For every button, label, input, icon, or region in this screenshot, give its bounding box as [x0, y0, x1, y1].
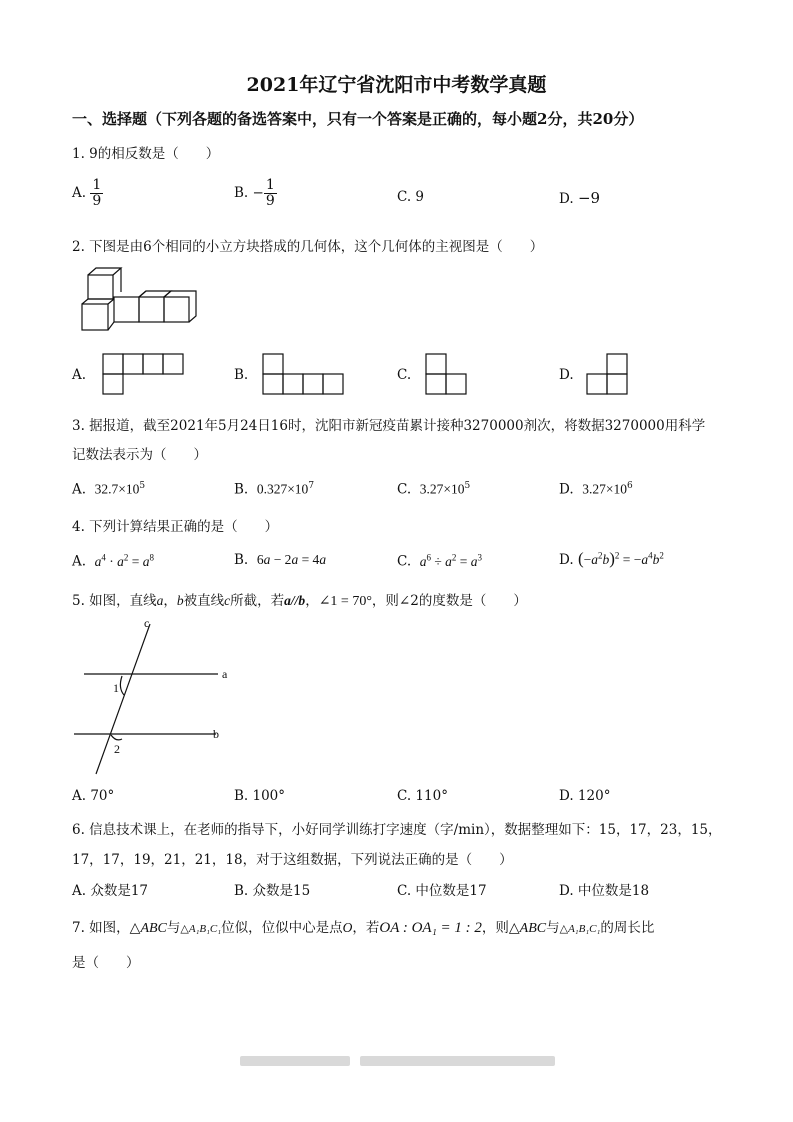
q5-stem: 5. 如图，直线a，b被直线c所截，若a//b，∠1 = 70°，则∠2的度数是（ ）	[72, 593, 527, 609]
q2-option-d-label: D.	[559, 367, 574, 383]
q2-option-c-figure	[424, 352, 474, 398]
footer-watermark	[360, 1056, 555, 1066]
q3-option-d: D. $3.27\times 10^6$	[559, 481, 633, 498]
q7-stem-line2: 是（ ）	[72, 955, 140, 971]
q1-stem: 1. 9的相反数是（ ）	[72, 146, 220, 162]
q3-option-a: A. $32.7\times 10^5$	[72, 481, 146, 498]
q1-option-c: C. 9	[397, 189, 425, 205]
q4-stem: 4. 下列计算结果正确的是（ ）	[72, 519, 279, 535]
q2-solid-figure	[78, 266, 208, 336]
q5-option-d: D. 120°	[559, 788, 611, 804]
q6-stem-line2: 17，17，19，21，21，18，对于这组数据，下列说法正确的是（ ）	[72, 852, 513, 868]
q3-stem-line1: 3. 据报道，截至2021年5月24日16时，沈阳市新冠疫苗累计接种3270000剂次，将数据3270000用科学	[72, 418, 706, 434]
q6-option-b: B. 众数是15	[234, 883, 311, 899]
angle-2-label: 2	[114, 742, 120, 756]
q4-option-d: D. $(-a^2b)^2 = -a^4b^2$	[559, 549, 664, 568]
q2-option-a-figure	[101, 352, 191, 398]
q4-option-a: A. $a^4 \cdot a^2 = a^8$	[72, 552, 155, 570]
q4-option-b: B. 6a − 2a = 4a	[234, 552, 327, 568]
q1-option-b: B. − $\frac{1}{9}$	[234, 177, 275, 209]
q4-option-c: C. $a^6 \div a^2 = a^3$	[397, 552, 483, 570]
q5-option-c: C. 110°	[397, 788, 448, 804]
q6-option-a: A. 众数是17	[72, 883, 149, 899]
q6-option-c: C. 中位数是17	[397, 883, 487, 899]
q5-option-b: B. 100°	[234, 788, 286, 804]
q6-option-d: D. 中位数是18	[559, 883, 650, 899]
page-title: 2021年辽宁省沈阳市中考数学真题	[246, 74, 547, 96]
q2-stem: 2. 下图是由6个相同的小立方块搭成的几何体，这个几何体的主视图是（ ）	[72, 239, 544, 255]
q5-option-a: A. 70°	[72, 788, 115, 804]
q2-option-a-label: A.	[72, 367, 87, 383]
fraction: $\frac{1}{9}$	[265, 177, 275, 209]
q6-stem-line1: 6. 信息技术课上，在老师的指导下，小好同学训练打字速度（字/min），数据整理如下：15，17，23，15，	[72, 822, 722, 838]
q2-option-b-label: B.	[234, 367, 249, 383]
q5-parallel-lines-figure	[72, 614, 242, 779]
angle-1-label: 1	[113, 681, 119, 695]
section-heading: 一、选择题（下列各题的备选答案中，只有一个答案是正确的，每小题2分，共20分）	[72, 110, 644, 128]
q1-option-a: A. $\frac{1}{9}$	[72, 177, 102, 209]
footer-watermark	[240, 1056, 350, 1066]
q3-option-b: B. $0.327\times 10^7$	[234, 481, 315, 498]
q3-option-c: C. $3.27\times 10^5$	[397, 481, 471, 498]
q2-option-c-label: C.	[397, 367, 412, 383]
label-c: c	[144, 616, 150, 630]
label-a: a	[222, 667, 228, 681]
q2-option-d-figure	[585, 352, 635, 398]
q3-stem-line2: 记数法表示为（ ）	[72, 447, 207, 463]
q7-stem-line1: 7. 如图，△ABC与△A₁B₁C₁位似，位似中心是点O，若OA : OA₁ = 1 : 2，则△ABC与△A₁B₁C₁的周长比	[72, 920, 655, 936]
q2-option-b-figure	[261, 352, 351, 398]
fraction: $\frac{1}{9}$	[92, 177, 102, 209]
label-b: b	[213, 727, 219, 741]
q1-option-d: D. −9	[559, 189, 601, 207]
